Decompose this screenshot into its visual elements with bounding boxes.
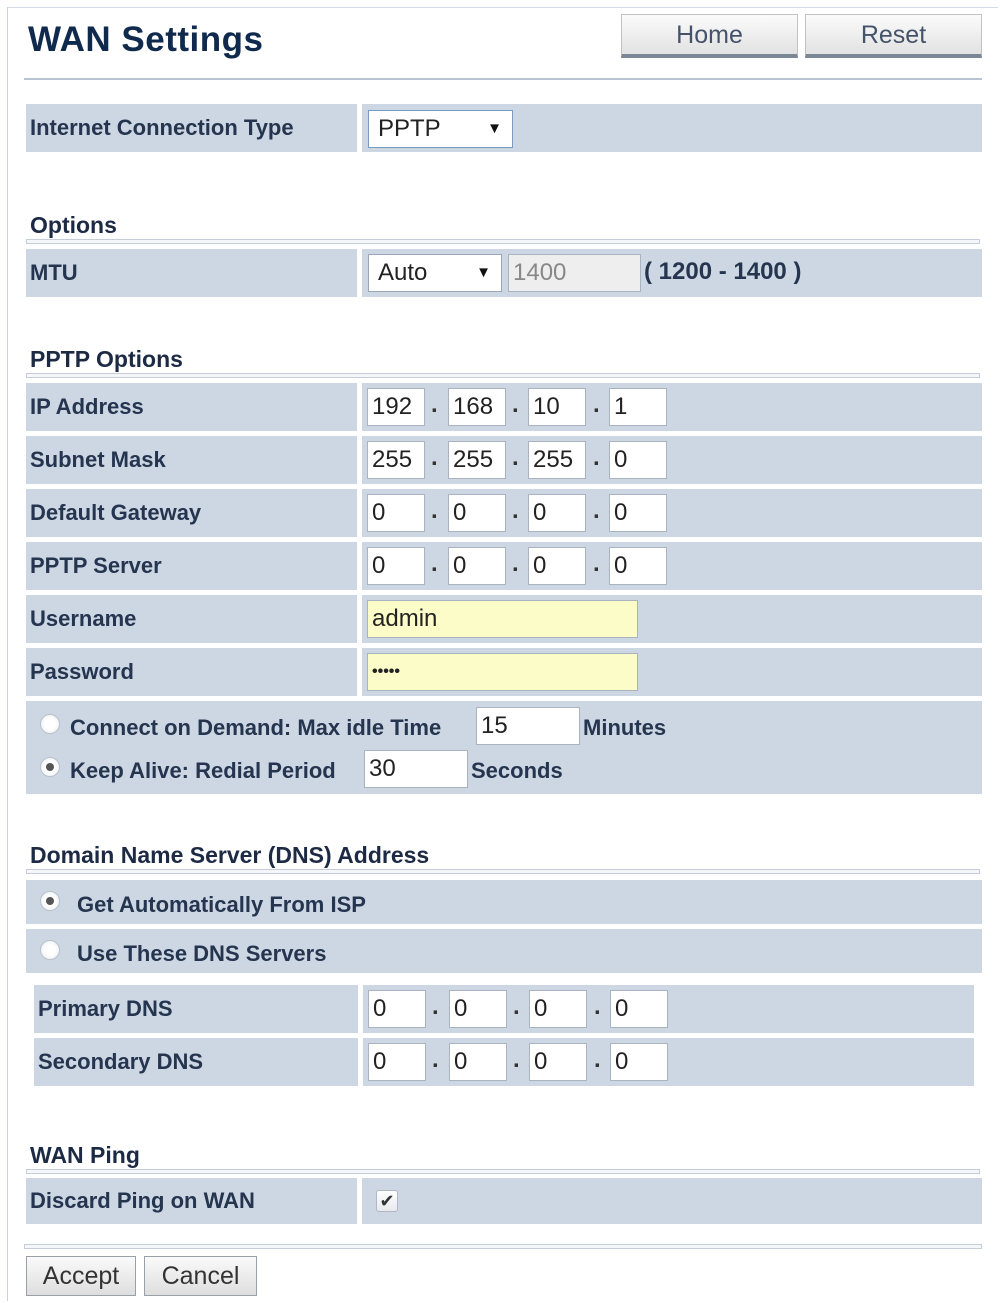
pptp-server-label: PPTP Server <box>26 542 357 590</box>
ip-octet-1[interactable]: 192 <box>367 388 425 426</box>
username-input[interactable]: admin <box>367 600 638 638</box>
gateway-octet-3[interactable]: 0 <box>528 494 586 532</box>
dns-manual-row <box>26 929 982 973</box>
ip-dot: . <box>513 993 520 1020</box>
dropdown-arrow-icon: ▼ <box>476 264 491 281</box>
ip-dot: . <box>594 993 601 1020</box>
idle-time-unit: Minutes <box>583 715 667 740</box>
check-mark-icon: ✔ <box>379 1191 395 1211</box>
default-gateway-row <box>26 489 982 537</box>
reset-button[interactable]: Reset <box>805 14 982 58</box>
home-button[interactable]: Home <box>621 14 798 58</box>
ip-address-row <box>26 383 982 431</box>
dns-manual-label: Use These DNS Servers <box>77 941 327 966</box>
discard-ping-row <box>26 1178 982 1224</box>
discard-ping-label: Discard Ping on WAN <box>26 1178 357 1224</box>
server-octet-3[interactable]: 0 <box>528 547 586 585</box>
password-label: Password <box>26 648 357 696</box>
subnet-mask-label: Subnet Mask <box>26 436 357 484</box>
mtu-mode-select[interactable] <box>368 254 502 292</box>
accept-button[interactable]: Accept <box>26 1256 136 1296</box>
page-title: WAN Settings <box>28 20 264 59</box>
primary-dns-octet-2[interactable]: 0 <box>449 990 507 1028</box>
ip-dot: . <box>432 1046 439 1073</box>
ip-octet-2[interactable]: 168 <box>448 388 506 426</box>
pptp-section-line <box>26 373 980 378</box>
dns-auto-row <box>26 880 982 924</box>
username-row <box>26 595 982 643</box>
default-gateway-label: Default Gateway <box>26 489 357 537</box>
ip-octet-3[interactable]: 10 <box>528 388 586 426</box>
mask-octet-1[interactable]: 255 <box>367 441 425 479</box>
secondary-dns-octet-4[interactable]: 0 <box>610 1043 668 1081</box>
pptp-server-row <box>26 542 982 590</box>
dns-section-line <box>26 869 980 874</box>
primary-dns-octet-4[interactable]: 0 <box>610 990 668 1028</box>
ip-dot: . <box>593 550 600 577</box>
wan-ping-section-line <box>26 1169 980 1174</box>
primary-dns-octet-3[interactable]: 0 <box>529 990 587 1028</box>
connection-type-label: Internet Connection Type <box>26 104 357 152</box>
server-octet-2[interactable]: 0 <box>448 547 506 585</box>
secondary-dns-label: Secondary DNS <box>34 1038 358 1086</box>
ip-dot: . <box>432 993 439 1020</box>
mask-octet-2[interactable]: 255 <box>448 441 506 479</box>
options-section-line <box>26 239 980 244</box>
cancel-button[interactable]: Cancel <box>144 1256 257 1296</box>
pptp-mode-box <box>26 701 982 794</box>
ip-dot: . <box>593 497 600 524</box>
pptp-section-title: PPTP Options <box>30 346 183 372</box>
server-octet-1[interactable]: 0 <box>367 547 425 585</box>
header-divider <box>24 78 982 80</box>
idle-time-input[interactable]: 15 <box>476 707 580 745</box>
ip-dot: . <box>513 1046 520 1073</box>
keep-alive-radio[interactable] <box>40 757 60 777</box>
secondary-dns-octet-3[interactable]: 0 <box>529 1043 587 1081</box>
primary-dns-row <box>34 985 974 1033</box>
ip-dot: . <box>512 444 519 471</box>
secondary-dns-octet-1[interactable]: 0 <box>368 1043 426 1081</box>
dns-auto-radio[interactable] <box>40 891 60 911</box>
server-octet-4[interactable]: 0 <box>609 547 667 585</box>
dns-manual-radio[interactable] <box>40 940 60 960</box>
wan-ping-section-title: WAN Ping <box>30 1142 140 1168</box>
gateway-octet-2[interactable]: 0 <box>448 494 506 532</box>
ip-dot: . <box>431 391 438 418</box>
gateway-octet-4[interactable]: 0 <box>609 494 667 532</box>
primary-dns-label: Primary DNS <box>34 985 358 1033</box>
mtu-row <box>26 249 982 297</box>
ip-octet-4[interactable]: 1 <box>609 388 667 426</box>
connect-on-demand-radio[interactable] <box>40 714 60 734</box>
ip-dot: . <box>431 550 438 577</box>
username-label: Username <box>26 595 357 643</box>
secondary-dns-octet-2[interactable]: 0 <box>449 1043 507 1081</box>
connection-type-select[interactable] <box>368 110 513 148</box>
mtu-mode-value: Auto <box>378 259 428 286</box>
dropdown-arrow-icon: ▼ <box>487 120 502 137</box>
ip-dot: . <box>512 497 519 524</box>
password-input[interactable]: ••••• <box>367 653 638 691</box>
options-section-title: Options <box>30 212 117 238</box>
ip-address-label: IP Address <box>26 383 357 431</box>
ip-dot: . <box>593 391 600 418</box>
footer-divider <box>24 1244 982 1249</box>
ip-dot: . <box>594 1046 601 1073</box>
mtu-label: MTU <box>26 249 357 297</box>
discard-ping-checkbox[interactable] <box>376 1190 398 1212</box>
subnet-mask-row <box>26 436 982 484</box>
connection-type-row <box>26 104 982 152</box>
mtu-value-input[interactable]: 1400 <box>508 254 641 292</box>
mask-octet-3[interactable]: 255 <box>528 441 586 479</box>
ip-dot: . <box>431 444 438 471</box>
password-row <box>26 648 982 696</box>
connect-on-demand-label: Connect on Demand: Max idle Time <box>70 715 442 740</box>
keep-alive-label: Keep Alive: Redial Period <box>70 758 336 783</box>
gateway-octet-1[interactable]: 0 <box>367 494 425 532</box>
ip-dot: . <box>512 391 519 418</box>
ip-dot: . <box>593 444 600 471</box>
dns-auto-label: Get Automatically From ISP <box>77 892 366 917</box>
dns-section-title: Domain Name Server (DNS) Address <box>30 842 430 868</box>
connection-type-value: PPTP <box>378 115 441 142</box>
ip-dot: . <box>431 497 438 524</box>
redial-period-input[interactable]: 30 <box>364 750 468 788</box>
redial-period-unit: Seconds <box>471 758 563 783</box>
mtu-range-text: ( 1200 - 1400 ) <box>644 258 802 285</box>
primary-dns-octet-1[interactable]: 0 <box>368 990 426 1028</box>
ip-dot: . <box>512 550 519 577</box>
mask-octet-4[interactable]: 0 <box>609 441 667 479</box>
secondary-dns-row <box>34 1038 974 1086</box>
